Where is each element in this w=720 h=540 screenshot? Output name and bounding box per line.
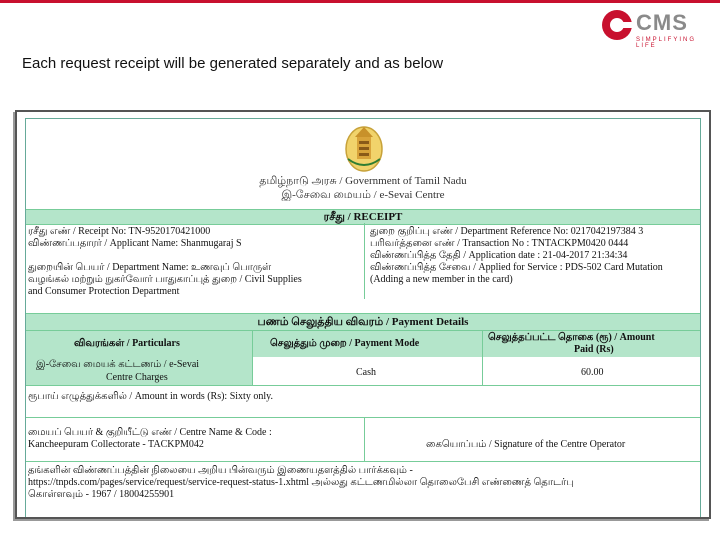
col-amount-line1: செலுத்தப்பட்ட தொகை (ரூ) / Amount (488, 332, 655, 343)
row-amount: 60.00 (581, 367, 604, 378)
applied-service: விண்ணப்பித்த சேவை / Applied for Service : PDS-502 Card Mutation (370, 262, 663, 273)
centre-name-line2: Kancheepuram Collectorate - TACKPM042 (28, 439, 204, 450)
service-note: (Adding a new member in the card) (370, 274, 513, 285)
col-payment-mode: செலுத்தும் முறை / Payment Mode (270, 338, 420, 349)
transaction-number: பரிவர்த்தனை எண் / Transaction No : TNTACKPM0420 0444 (370, 238, 629, 249)
col-particulars: விவரங்கள் / Particulars (74, 338, 180, 349)
row-separator-3 (26, 461, 700, 462)
department-name-line1: துறையின் பெயர் / Department Name: உணவுப் பொருள் (28, 262, 272, 273)
col-amount-line2: Paid (Rs) (574, 344, 614, 355)
cms-logo (600, 6, 712, 48)
payment-row-particular-cell (26, 357, 252, 385)
info-divider (364, 223, 365, 299)
receipt-header (26, 119, 700, 211)
department-name-line3: and Consumer Protection Department (28, 286, 180, 297)
tamil-nadu-emblem-icon (344, 123, 384, 173)
row-payment-mode: Cash (356, 367, 376, 378)
row-separator-2 (26, 417, 700, 418)
receipt-number: ரசீது எண் / Receipt No: TN-9520170421000 (28, 226, 211, 237)
esevai-centre-name: இ-சேவை மையம் / e-Sevai Centre (281, 189, 445, 201)
department-name-line2: வழங்கல் மற்றும் நுகர்வோர் பாதுகாப்புத் துறை / Civil Supplies (28, 274, 302, 285)
logo-wordmark: CMS (636, 10, 688, 35)
cms-logo-icon (600, 8, 634, 42)
department-reference: துறை குறிப்பு எண் / Department Reference No: 0217042197384 3 (370, 226, 644, 237)
slide-title: Each request receipt will be generated separately and as below (22, 55, 444, 72)
receipt-band: ரசீது / RECEIPT (26, 209, 700, 225)
status-footer-line1: தங்களின் விண்ணப்பத்தின் நிலையை அறிய பின்வரும் இணையதளத்தில் பார்க்கவும் - (28, 465, 413, 476)
top-accent-bar (0, 0, 720, 3)
government-name: தமிழ்நாடு அரசு / Government of Tamil Nadu (259, 175, 467, 187)
centre-name-line1: மையப் பெயர் & குறியீட்டு எண் / Centre Name & Code : (28, 427, 272, 438)
application-date: விண்ணப்பித்த தேதி / Application date : 21-04-2017 21:34:34 (370, 250, 628, 261)
table-divider-1 (252, 331, 253, 385)
payment-details-band: பணம் செலுத்திய விவரம் / Payment Details (26, 313, 700, 331)
centre-divider (364, 417, 365, 461)
row-particular-line2: Centre Charges (106, 372, 168, 383)
amount-in-words: ரூபாய் எழுத்துக்களில் / Amount in words (Rs): Sixty only. (28, 391, 273, 402)
receipt-document (25, 118, 701, 519)
status-footer-line2: https://tnpds.com/pages/service/request/service-request-status-1.xhtml அல்லது கட்டணமில்லா தொலைபேசி எண்ணைத் தொடர்பு (28, 477, 574, 488)
row-separator (26, 385, 700, 386)
payment-table-header (26, 331, 700, 357)
table-divider-2 (482, 331, 483, 385)
logo-tagline: SIMPLIFYING LIFE (636, 37, 697, 49)
operator-signature: கையொப்பம் / Signature of the Centre Operator (426, 439, 626, 450)
status-footer-line3: கொள்ளவும் - 1967 / 18004255901 (28, 489, 175, 500)
applicant-name: விண்ணப்பதாரர் / Applicant Name: Shanmugaraj S (28, 238, 242, 249)
row-particular-line1: இ-சேவை மையக் கட்டணம் / e-Sevai (36, 359, 200, 370)
receipt-screenshot-frame (15, 110, 711, 519)
